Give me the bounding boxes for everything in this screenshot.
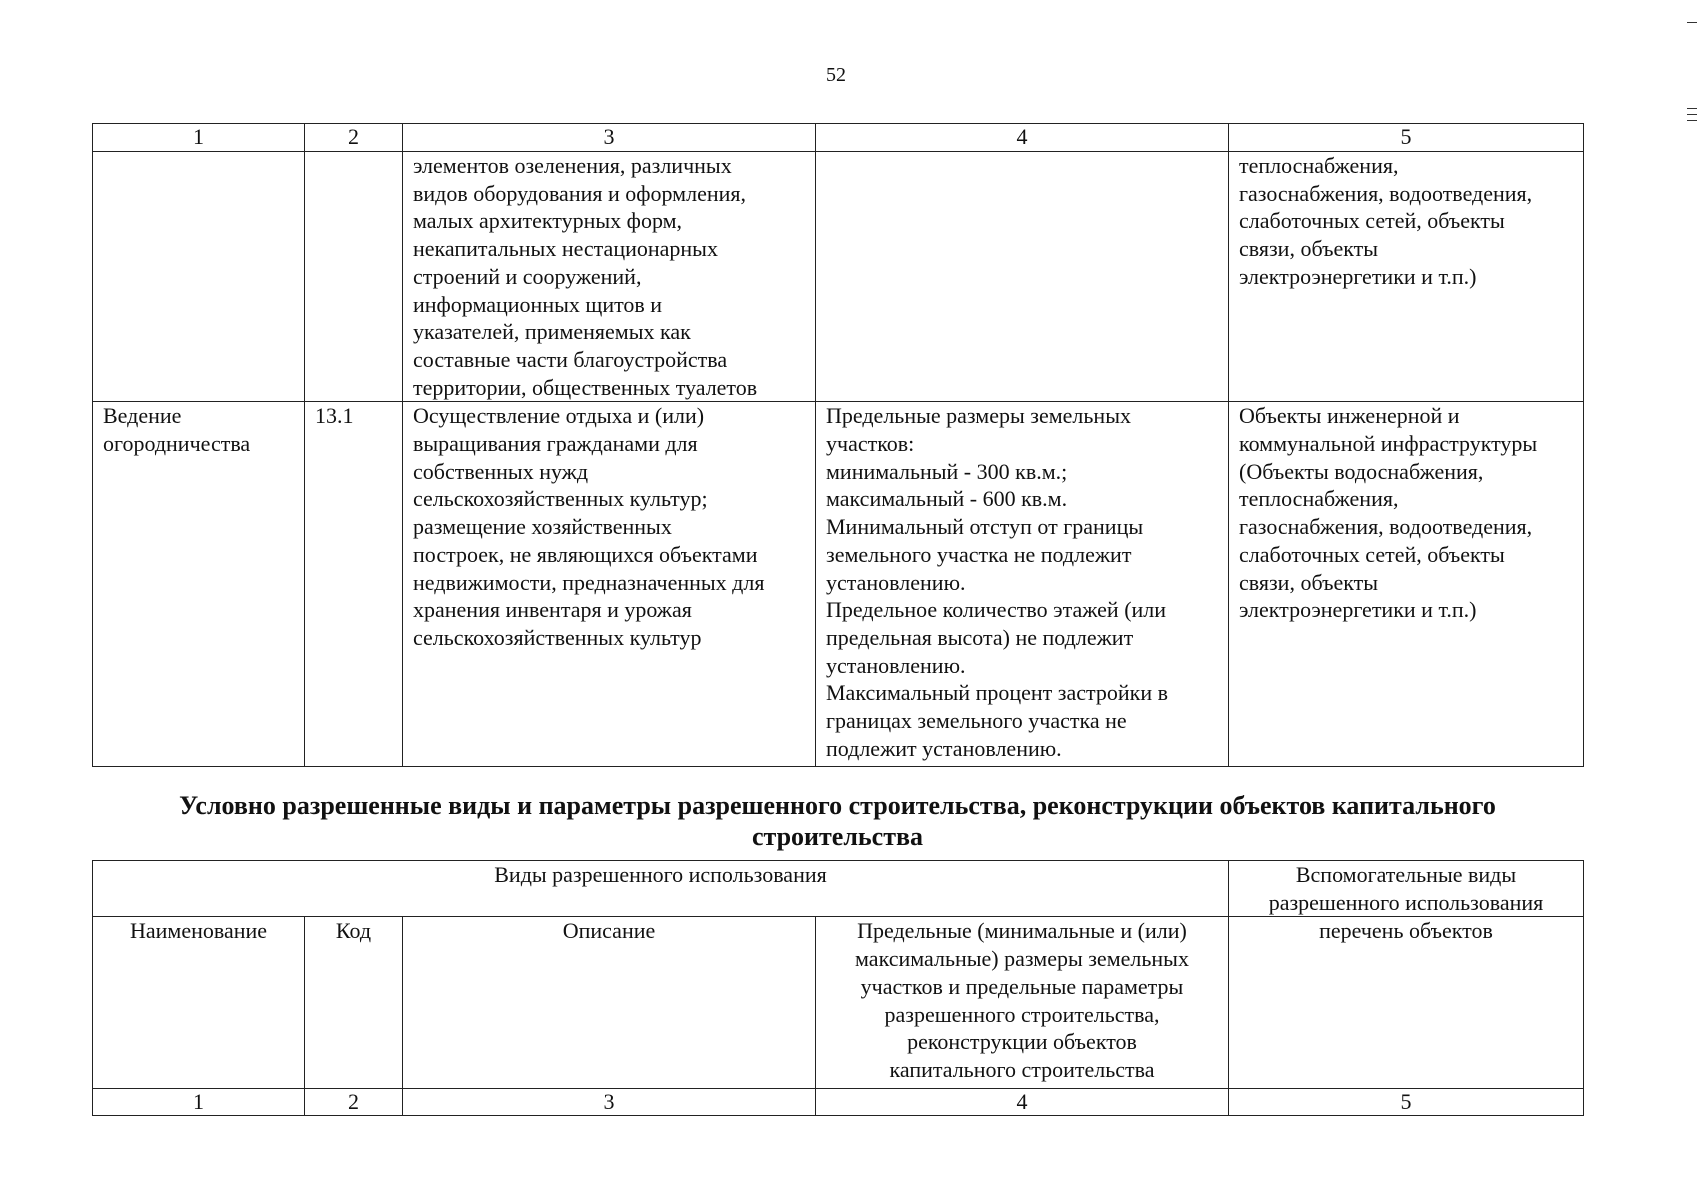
auxiliary-objects-cell: Объекты инженерной и коммунальной инфраструктуры (Объекты водоснабжения, теплоснабжения, газоснабжения, водоотведения, слаботочных сетей, объекты связи, объекты электроэнергетики и т.п.) — [1229, 402, 1584, 767]
use-description-cell: Осуществление отдыха и (или) выращивания гражданами для собственных нужд сельскохозяйственных культур; размещение хозяйственных построек, не являющихся объектами недвижимости, предназначенных для хранения инвентаря и урожая сельскохозяйственных культур — [403, 402, 816, 767]
use-name-cell — [93, 152, 305, 402]
auxiliary-header: Вспомогательные виды разрешенного использования — [1229, 861, 1584, 917]
table-row — [93, 152, 1584, 402]
column-number: 3 — [403, 124, 816, 152]
column-number: 2 — [305, 124, 403, 152]
column-number: 4 — [816, 124, 1229, 152]
column-header-parameters: Предельные (минимальные и (или) максимальные) размеры земельных участков и предельные параметры разрешенного строительства, реконструкции объектов капитального строительства — [816, 917, 1229, 1089]
table-row — [93, 402, 1584, 767]
column-number-row — [93, 124, 1584, 152]
use-parameters-cell: Предельные размеры земельных участков: минимальный - 300 кв.м.; максимальный - 600 кв.м. Минимальный отступ от границы земельного участка не подлежит установлению. Предельное количество этажей (или предельная высота) не подлежит установлению. Максимальный процент застройки в границах земельного участка не подлежит установлению. — [816, 402, 1229, 767]
use-code-cell — [305, 152, 403, 402]
scan-edge-mark — [1687, 22, 1697, 23]
column-number: 3 — [403, 1089, 816, 1116]
column-number: 2 — [305, 1089, 403, 1116]
group-header: Виды разрешенного использования — [93, 861, 1229, 917]
scan-edge-mark — [1687, 108, 1697, 109]
column-number: 4 — [816, 1089, 1229, 1116]
column-number-row — [93, 1089, 1584, 1116]
column-number: 1 — [93, 124, 305, 152]
use-description-cell: элементов озеленения, различных видов оборудования и оформления, малых архитектурных форм, некапитальных нестационарных строений и сооружений, информационных щитов и указателей, применяемых как составные части благоустройства территории, общественных туалетов — [403, 152, 816, 402]
permitted-uses-table — [92, 123, 1584, 767]
page-number: 52 — [826, 64, 846, 86]
column-header-description: Описание — [403, 917, 816, 1089]
group-header-row — [93, 861, 1584, 917]
column-header-row — [93, 917, 1584, 1089]
scan-edge-mark — [1687, 114, 1697, 115]
column-number: 1 — [93, 1089, 305, 1116]
column-header-code: Код — [305, 917, 403, 1089]
auxiliary-objects-cell: теплоснабжения, газоснабжения, водоотведения, слаботочных сетей, объекты связи, объекты электроэнергетики и т.п.) — [1229, 152, 1584, 402]
section-heading: Условно разрешенные виды и параметры разрешенного строительства, реконструкции объектов капитального строительства — [179, 791, 1496, 851]
use-parameters-cell — [816, 152, 1229, 402]
column-number: 5 — [1229, 1089, 1584, 1116]
use-code-cell: 13.1 — [305, 402, 403, 767]
column-number: 5 — [1229, 124, 1584, 152]
column-header-name: Наименование — [93, 917, 305, 1089]
column-header-auxiliary: перечень объектов — [1229, 917, 1584, 1089]
use-name-cell: Ведение огородничества — [93, 402, 305, 767]
scan-edge-mark — [1687, 120, 1697, 121]
conditional-uses-table — [92, 860, 1584, 1116]
